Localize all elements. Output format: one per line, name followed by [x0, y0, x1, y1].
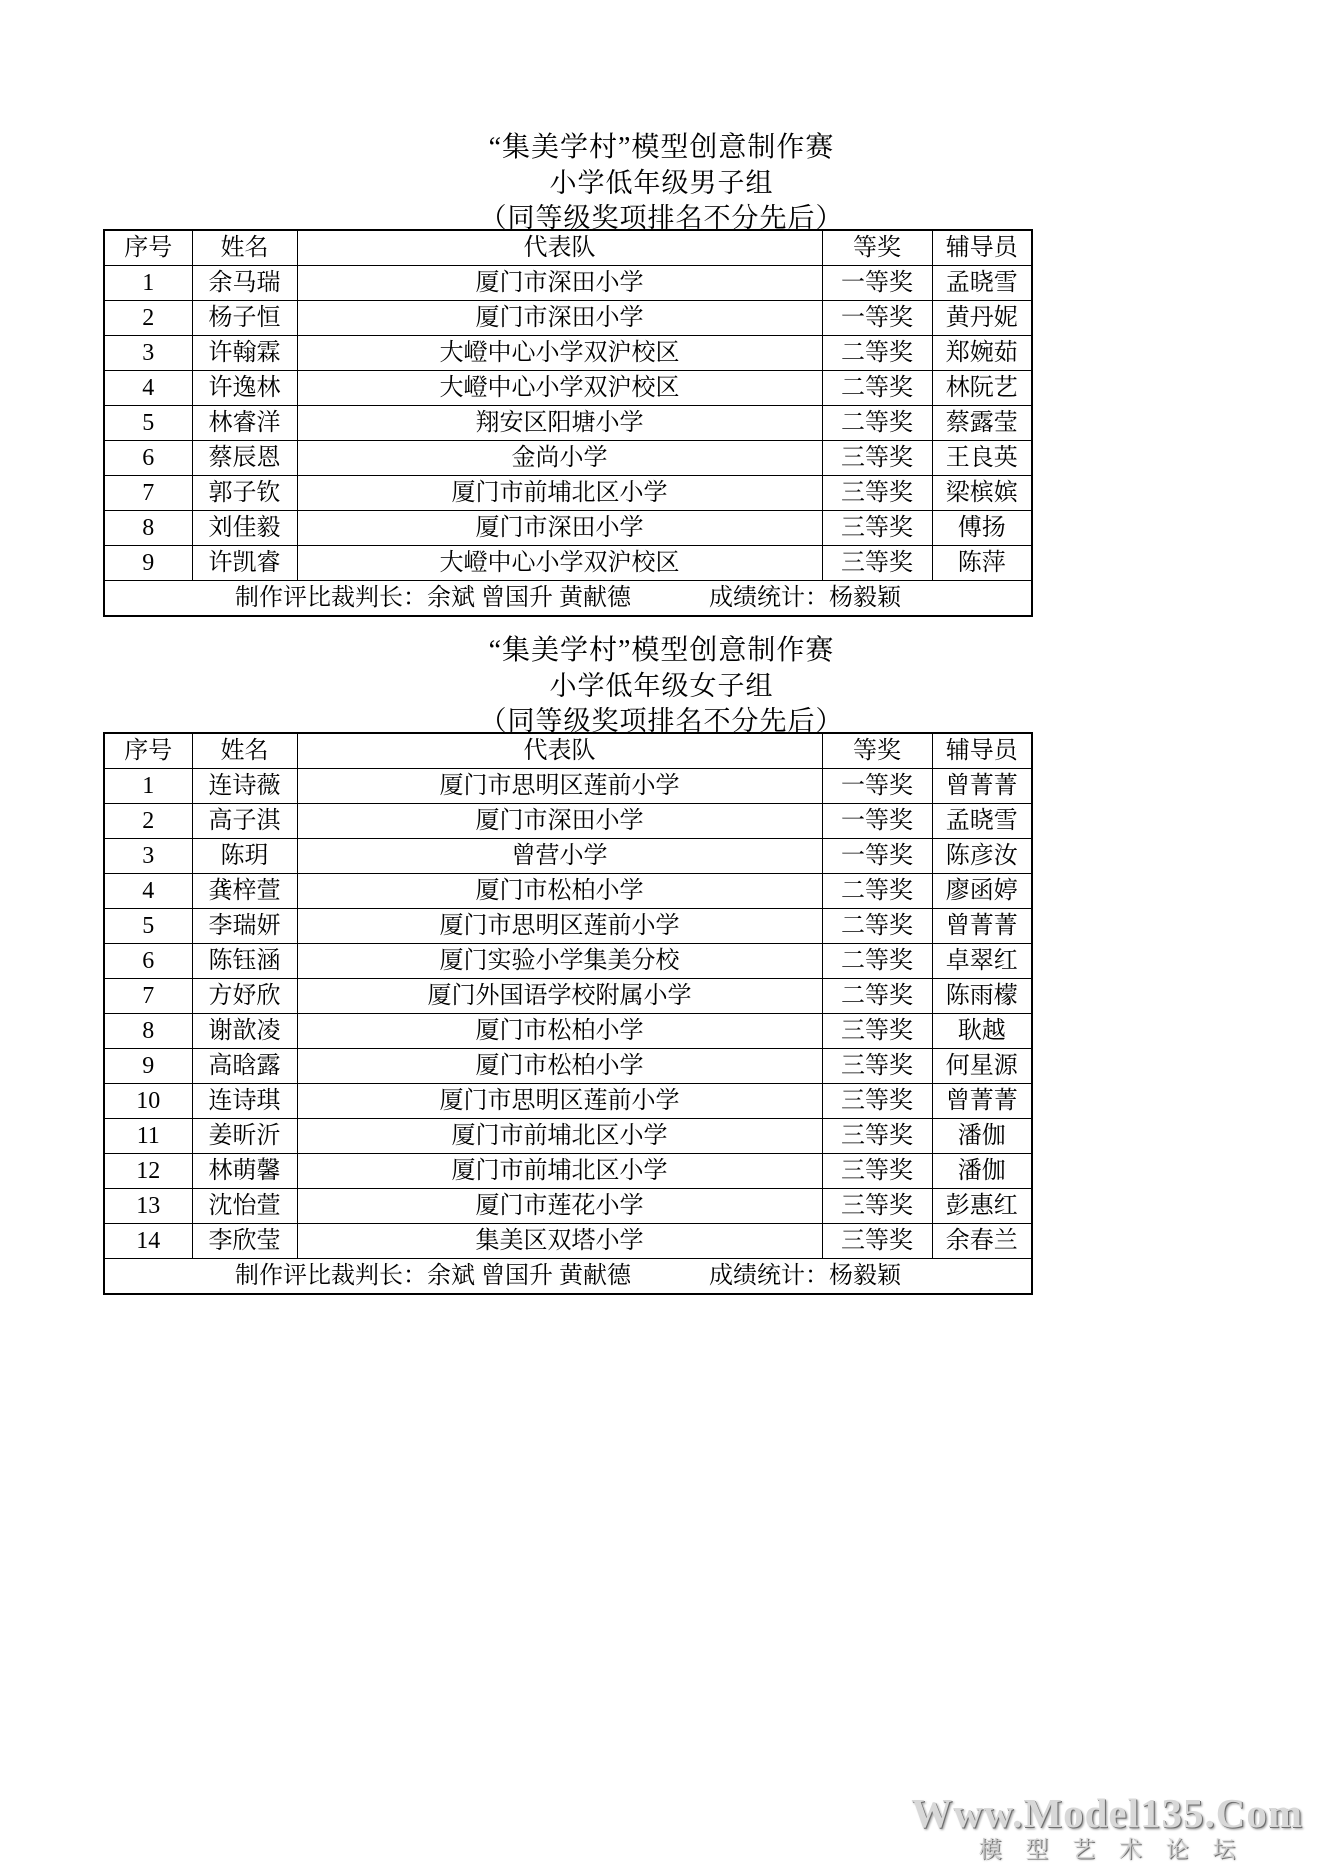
cell-award: 三等奖 [822, 476, 932, 511]
cell-award: 一等奖 [822, 266, 932, 301]
column-header-index: 序号 [104, 230, 192, 266]
cell-name: 连诗琪 [192, 1084, 297, 1119]
cell-advisor: 蔡露莹 [932, 406, 1032, 441]
table-row [104, 476, 1032, 511]
footer-cell [104, 1259, 1032, 1295]
table-row [104, 1154, 1032, 1189]
footer-cell [104, 581, 1032, 617]
cell-team: 曾营小学 [297, 839, 822, 874]
cell-award: 二等奖 [822, 979, 932, 1014]
cell-team: 厦门市前埔北区小学 [297, 476, 822, 511]
cell-index: 3 [104, 336, 192, 371]
table-row [104, 441, 1032, 476]
cell-index: 2 [104, 301, 192, 336]
table-row [104, 874, 1032, 909]
cell-award: 二等奖 [822, 944, 932, 979]
section-title-boys [0, 130, 1323, 237]
cell-name: 杨子恒 [192, 301, 297, 336]
cell-index: 6 [104, 944, 192, 979]
cell-index: 10 [104, 1084, 192, 1119]
cell-team: 翔安区阳塘小学 [297, 406, 822, 441]
cell-award: 二等奖 [822, 336, 932, 371]
cell-advisor: 曾菁菁 [932, 769, 1032, 804]
column-header-advisor: 辅导员 [932, 230, 1032, 266]
cell-award: 三等奖 [822, 441, 932, 476]
cell-name: 刘佳毅 [192, 511, 297, 546]
cell-index: 7 [104, 476, 192, 511]
cell-name: 谢歆凌 [192, 1014, 297, 1049]
table-row [104, 839, 1032, 874]
cell-team: 厦门市思明区莲前小学 [297, 1084, 822, 1119]
column-header-advisor: 辅导员 [932, 733, 1032, 769]
cell-team: 厦门市深田小学 [297, 301, 822, 336]
table-row [104, 371, 1032, 406]
table-header-row [104, 230, 1032, 266]
cell-advisor: 曾菁菁 [932, 909, 1032, 944]
cell-advisor: 梁槟嫔 [932, 476, 1032, 511]
cell-index: 6 [104, 441, 192, 476]
cell-team: 厦门市松柏小学 [297, 874, 822, 909]
cell-advisor: 卓翠红 [932, 944, 1032, 979]
cell-name: 郭子钦 [192, 476, 297, 511]
cell-team: 厦门市思明区莲前小学 [297, 769, 822, 804]
cell-index: 4 [104, 371, 192, 406]
table-row [104, 406, 1032, 441]
cell-team: 厦门市前埔北区小学 [297, 1119, 822, 1154]
cell-award: 三等奖 [822, 1224, 932, 1259]
title-line-2: 小学低年级女子组 [549, 671, 774, 702]
cell-team: 厦门市莲花小学 [297, 1189, 822, 1224]
table-row [104, 909, 1032, 944]
cell-team: 大嶝中心小学双沪校区 [297, 336, 822, 371]
cell-award: 三等奖 [822, 1189, 932, 1224]
cell-award: 三等奖 [822, 1154, 932, 1189]
table-row [104, 944, 1032, 979]
column-header-award: 等奖 [822, 733, 932, 769]
table-row [104, 979, 1032, 1014]
cell-advisor: 余春兰 [932, 1224, 1032, 1259]
footer-statistician: 成绩统计：杨毅颖 [709, 1263, 901, 1289]
cell-award: 一等奖 [822, 804, 932, 839]
cell-team: 厦门市思明区莲前小学 [297, 909, 822, 944]
cell-name: 姜昕沂 [192, 1119, 297, 1154]
cell-advisor: 林阮艺 [932, 371, 1032, 406]
cell-name: 陈玥 [192, 839, 297, 874]
table-row [104, 301, 1032, 336]
cell-index: 13 [104, 1189, 192, 1224]
cell-index: 4 [104, 874, 192, 909]
cell-name: 龚梓萱 [192, 874, 297, 909]
cell-team: 金尚小学 [297, 441, 822, 476]
cell-advisor: 潘伽 [932, 1154, 1032, 1189]
cell-index: 8 [104, 511, 192, 546]
cell-award: 二等奖 [822, 371, 932, 406]
title-line-3: （同等级奖项排名不分先后） [479, 706, 844, 737]
cell-advisor: 陈萍 [932, 546, 1032, 581]
column-header-award: 等奖 [822, 230, 932, 266]
footer-judges: 制作评比裁判长：余斌 曾国升 黄献德 [235, 1263, 631, 1289]
table-row [104, 1119, 1032, 1154]
column-header-index: 序号 [104, 733, 192, 769]
table-header-row [104, 733, 1032, 769]
cell-name: 方妤欣 [192, 979, 297, 1014]
cell-name: 陈钰涵 [192, 944, 297, 979]
watermark-subtitle: 模 型 艺 术 论 坛 [978, 1836, 1245, 1862]
cell-team: 厦门市深田小学 [297, 804, 822, 839]
cell-name: 高晗露 [192, 1049, 297, 1084]
cell-team: 大嶝中心小学双沪校区 [297, 371, 822, 406]
cell-award: 三等奖 [822, 1084, 932, 1119]
cell-index: 5 [104, 406, 192, 441]
cell-team: 厦门外国语学校附属小学 [297, 979, 822, 1014]
column-header-team: 代表队 [297, 733, 822, 769]
cell-team: 大嶝中心小学双沪校区 [297, 546, 822, 581]
results-table-girls [103, 732, 1033, 1295]
cell-index: 5 [104, 909, 192, 944]
cell-team: 厦门市深田小学 [297, 266, 822, 301]
table-row [104, 1084, 1032, 1119]
cell-advisor: 潘伽 [932, 1119, 1032, 1154]
cell-name: 余马瑞 [192, 266, 297, 301]
table-footer-row [104, 581, 1032, 617]
cell-award: 三等奖 [822, 1049, 932, 1084]
table-row [104, 266, 1032, 301]
column-header-name: 姓名 [192, 230, 297, 266]
cell-index: 2 [104, 804, 192, 839]
table-row [104, 1224, 1032, 1259]
cell-advisor: 郑婉茹 [932, 336, 1032, 371]
cell-index: 9 [104, 1049, 192, 1084]
table-row [104, 511, 1032, 546]
results-table-girls-wrapper [103, 732, 1033, 1295]
title-line-1: “集美学村”模型创意制作赛 [488, 635, 835, 666]
table-footer-row [104, 1259, 1032, 1295]
cell-index: 8 [104, 1014, 192, 1049]
cell-award: 二等奖 [822, 874, 932, 909]
cell-index: 11 [104, 1119, 192, 1154]
results-table-boys-wrapper [103, 229, 1033, 617]
cell-team: 厦门市松柏小学 [297, 1014, 822, 1049]
cell-index: 1 [104, 769, 192, 804]
title-line-3: （同等级奖项排名不分先后） [479, 203, 844, 234]
cell-name: 林萌馨 [192, 1154, 297, 1189]
cell-name: 高子淇 [192, 804, 297, 839]
cell-advisor: 耿越 [932, 1014, 1032, 1049]
cell-advisor: 孟晓雪 [932, 804, 1032, 839]
cell-index: 14 [104, 1224, 192, 1259]
cell-advisor: 孟晓雪 [932, 266, 1032, 301]
table-row [104, 1189, 1032, 1224]
cell-advisor: 何星源 [932, 1049, 1032, 1084]
cell-name: 沈怡萱 [192, 1189, 297, 1224]
cell-index: 3 [104, 839, 192, 874]
cell-advisor: 黄丹妮 [932, 301, 1032, 336]
cell-name: 许逸林 [192, 371, 297, 406]
table-row [104, 769, 1032, 804]
cell-advisor: 傅扬 [932, 511, 1032, 546]
table-row [104, 546, 1032, 581]
cell-team: 厦门市深田小学 [297, 511, 822, 546]
cell-index: 1 [104, 266, 192, 301]
cell-index: 9 [104, 546, 192, 581]
table-row [104, 804, 1032, 839]
column-header-team: 代表队 [297, 230, 822, 266]
cell-award: 三等奖 [822, 546, 932, 581]
footer-statistician: 成绩统计：杨毅颖 [709, 585, 901, 611]
footer-judges: 制作评比裁判长：余斌 曾国升 黄献德 [235, 585, 631, 611]
cell-award: 一等奖 [822, 301, 932, 336]
cell-name: 连诗薇 [192, 769, 297, 804]
cell-advisor: 王良英 [932, 441, 1032, 476]
column-header-name: 姓名 [192, 733, 297, 769]
cell-award: 一等奖 [822, 769, 932, 804]
cell-award: 三等奖 [822, 1014, 932, 1049]
title-line-1: “集美学村”模型创意制作赛 [488, 132, 835, 163]
watermark-url: Www.Model135.Com [911, 1789, 1303, 1836]
cell-advisor: 曾菁菁 [932, 1084, 1032, 1119]
title-line-2: 小学低年级男子组 [549, 168, 774, 199]
cell-name: 李欣莹 [192, 1224, 297, 1259]
cell-name: 许凯睿 [192, 546, 297, 581]
cell-index: 7 [104, 979, 192, 1014]
section-title-girls [0, 633, 1323, 740]
cell-name: 李瑞妍 [192, 909, 297, 944]
table-row [104, 1049, 1032, 1084]
cell-name: 林睿洋 [192, 406, 297, 441]
cell-award: 二等奖 [822, 909, 932, 944]
results-table-boys [103, 229, 1033, 617]
cell-advisor: 陈雨檬 [932, 979, 1032, 1014]
table-body [104, 733, 1032, 1294]
site-watermark [911, 1789, 1303, 1863]
cell-award: 三等奖 [822, 511, 932, 546]
cell-award: 一等奖 [822, 839, 932, 874]
cell-team: 厦门市松柏小学 [297, 1049, 822, 1084]
cell-name: 蔡辰恩 [192, 441, 297, 476]
cell-award: 二等奖 [822, 406, 932, 441]
cell-award: 三等奖 [822, 1119, 932, 1154]
table-row [104, 1014, 1032, 1049]
table-body [104, 230, 1032, 616]
cell-team: 厦门市前埔北区小学 [297, 1154, 822, 1189]
cell-advisor: 廖函婷 [932, 874, 1032, 909]
cell-team: 厦门实验小学集美分校 [297, 944, 822, 979]
cell-advisor: 彭惠红 [932, 1189, 1032, 1224]
cell-advisor: 陈彦汝 [932, 839, 1032, 874]
cell-team: 集美区双塔小学 [297, 1224, 822, 1259]
cell-name: 许翰霖 [192, 336, 297, 371]
cell-index: 12 [104, 1154, 192, 1189]
table-row [104, 336, 1032, 371]
